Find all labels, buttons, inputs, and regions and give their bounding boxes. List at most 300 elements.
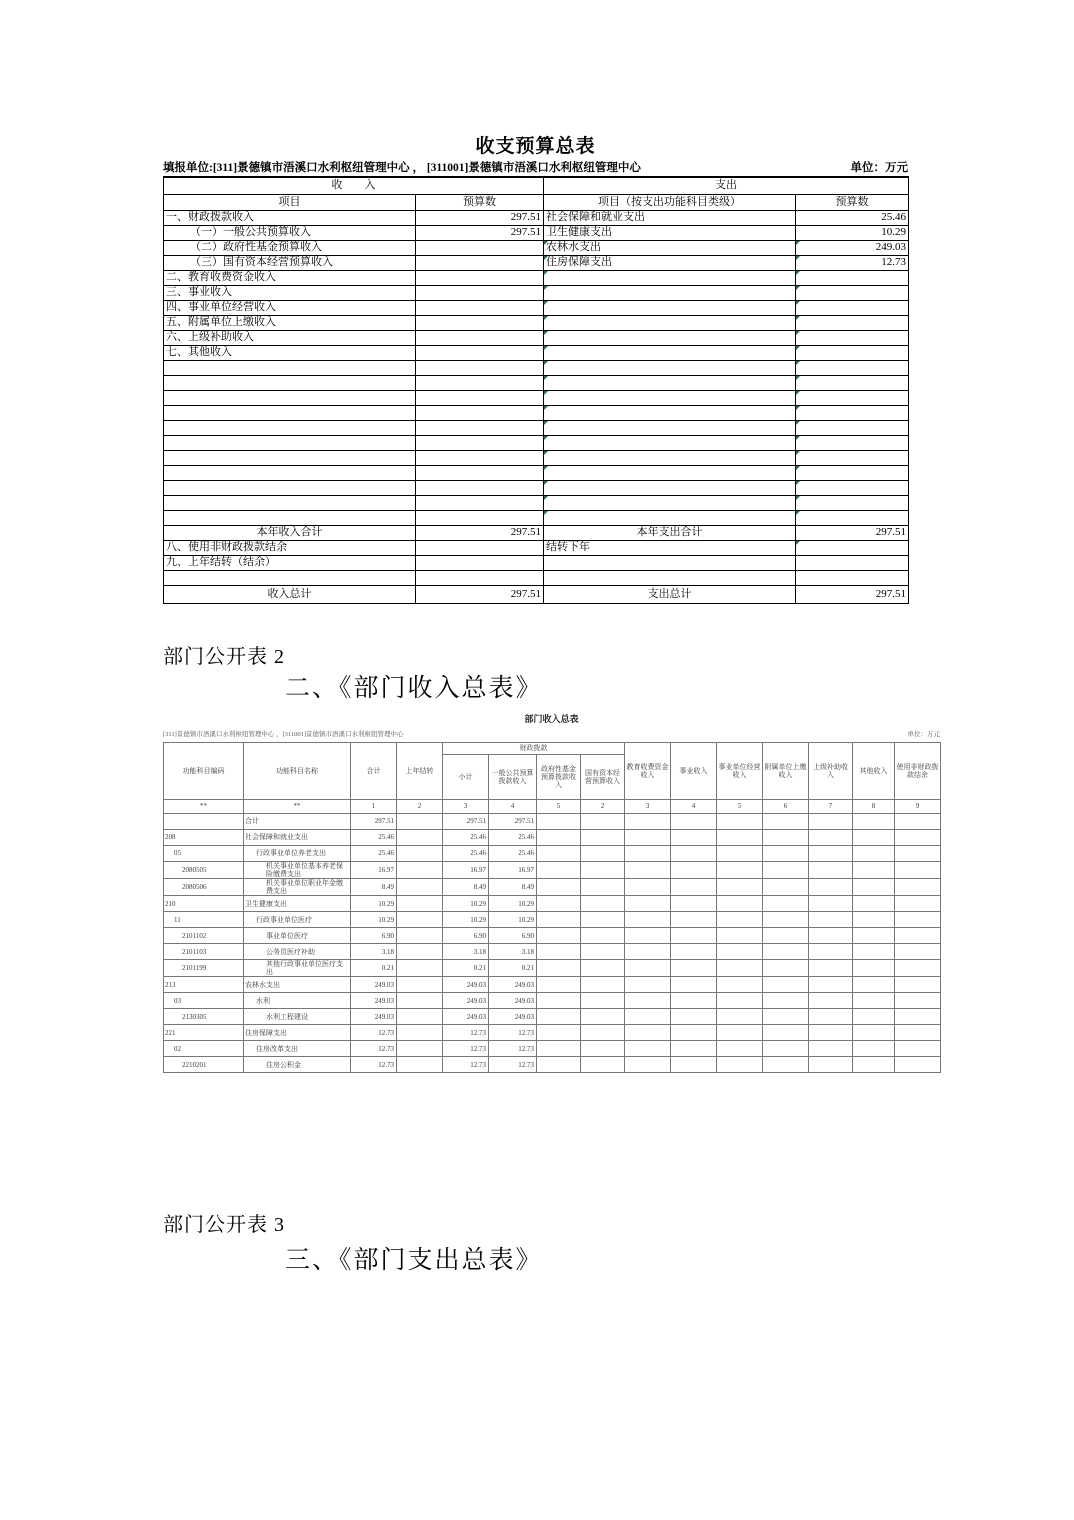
value-cell <box>763 977 809 993</box>
value-cell: 249.03 <box>351 1009 397 1025</box>
expense-item-header: 项目（按支出功能科目类级） <box>544 195 796 211</box>
budget-value-cell <box>796 331 909 346</box>
value-cell <box>671 814 717 830</box>
carryover-header: 上年结转 <box>397 743 443 800</box>
value-cell <box>763 993 809 1009</box>
table-row <box>164 496 909 511</box>
value-cell <box>397 846 443 862</box>
budget-value-cell <box>796 316 909 331</box>
state-capital-header: 国有资本经营预算收入 <box>581 755 625 800</box>
subject-code-cell: 2101199 <box>164 960 244 977</box>
value-cell <box>671 960 717 977</box>
value-cell <box>809 896 853 912</box>
budget-value-cell <box>416 391 544 406</box>
item-cell <box>544 391 796 406</box>
table-row <box>164 944 941 960</box>
value-cell <box>625 960 671 977</box>
table-row <box>164 830 941 846</box>
value-cell <box>625 830 671 846</box>
value-cell: 8.49 <box>351 879 397 896</box>
budget-value-cell: 297.51 <box>796 526 909 541</box>
budget-value-cell: 297.51 <box>416 526 544 541</box>
budget-value-cell <box>796 481 909 496</box>
value-cell <box>581 928 625 944</box>
career-income-header: 事业收入 <box>671 743 717 800</box>
item-cell <box>164 496 416 511</box>
value-cell: 6.90 <box>443 928 489 944</box>
value-cell: 297.51 <box>443 814 489 830</box>
budget-value-cell <box>416 436 544 451</box>
value-cell <box>625 977 671 993</box>
budget-value-cell: 297.51 <box>416 586 544 604</box>
value-cell <box>537 960 581 977</box>
subject-name-cell: 水利工程建设 <box>244 1009 351 1025</box>
item-cell <box>544 331 796 346</box>
table-row <box>164 556 909 571</box>
column-index-cell: 7 <box>809 800 853 814</box>
budget-value-cell <box>796 451 909 466</box>
caption-table-3: 部门公开表 3 <box>163 1214 285 1236</box>
value-cell <box>625 993 671 1009</box>
value-cell <box>717 862 763 879</box>
item-cell <box>164 406 416 421</box>
value-cell <box>853 1025 895 1041</box>
value-cell: 3.18 <box>489 944 537 960</box>
value-cell: 25.46 <box>443 846 489 862</box>
value-cell <box>581 879 625 896</box>
value-cell <box>671 862 717 879</box>
expense-budget-header: 预算数 <box>796 195 909 211</box>
value-cell <box>671 928 717 944</box>
table-row <box>164 301 909 316</box>
item-cell: 住房保障支出 <box>544 256 796 271</box>
value-cell <box>809 862 853 879</box>
income-item-header: 项目 <box>164 195 416 211</box>
value-cell: 0.21 <box>489 960 537 977</box>
table-row <box>164 211 909 226</box>
fiscal-group-header: 财政拨款 <box>443 743 625 755</box>
item-cell: （二）政府性基金预算收入 <box>164 241 416 256</box>
subject-code-cell: 221 <box>164 1025 244 1041</box>
value-cell <box>671 830 717 846</box>
table-row <box>164 586 909 604</box>
value-cell <box>895 960 941 977</box>
value-cell: 249.03 <box>351 993 397 1009</box>
subject-code-cell: 2080505 <box>164 862 244 879</box>
value-cell <box>763 830 809 846</box>
value-cell <box>397 879 443 896</box>
value-cell <box>581 830 625 846</box>
value-cell <box>581 896 625 912</box>
item-cell: （三）国有资本经营预算收入 <box>164 256 416 271</box>
value-cell <box>671 944 717 960</box>
item-cell <box>544 406 796 421</box>
table-row <box>164 466 909 481</box>
budget-value-cell <box>796 421 909 436</box>
budget-value-cell <box>416 271 544 286</box>
table-row <box>164 241 909 256</box>
budget-value-cell <box>416 451 544 466</box>
budget-value-cell: 297.51 <box>416 211 544 226</box>
item-cell: 七、其他收入 <box>164 346 416 361</box>
item-cell: 二、教育收费资金收入 <box>164 271 416 286</box>
column-index-cell: 6 <box>763 800 809 814</box>
value-cell <box>625 1057 671 1073</box>
table-row <box>164 879 941 896</box>
item-cell <box>544 451 796 466</box>
item-cell <box>164 361 416 376</box>
subject-name-cell: 行政事业单位医疗 <box>244 912 351 928</box>
value-cell: 3.18 <box>351 944 397 960</box>
budget-value-cell <box>416 496 544 511</box>
budget-value-cell <box>796 496 909 511</box>
item-cell: 本年收入合计 <box>164 526 416 541</box>
superior-subsidy-header: 上级补助收入 <box>809 743 853 800</box>
subject-code-cell: 213 <box>164 977 244 993</box>
value-cell <box>625 912 671 928</box>
value-cell <box>717 1009 763 1025</box>
value-cell <box>717 896 763 912</box>
budget-value-cell <box>416 406 544 421</box>
value-cell: 8.49 <box>489 879 537 896</box>
income-table-unit-label: 单位：万元 <box>907 731 940 738</box>
budget-value-cell: 25.46 <box>796 211 909 226</box>
budget-value-cell <box>416 361 544 376</box>
table-row <box>164 571 909 586</box>
item-cell: 结转下年 <box>544 541 796 556</box>
value-cell <box>853 1041 895 1057</box>
subject-name-cell: 住房公积金 <box>244 1057 351 1073</box>
column-index-cell: 2 <box>581 800 625 814</box>
value-cell <box>537 928 581 944</box>
unit-label: 单位：万元 <box>850 162 908 174</box>
value-cell: 12.73 <box>351 1041 397 1057</box>
subject-code-cell: 2210201 <box>164 1057 244 1073</box>
item-cell <box>164 466 416 481</box>
budget-value-cell <box>796 556 909 571</box>
budget-value-cell <box>416 346 544 361</box>
subject-name-cell: 住房改革支出 <box>244 1041 351 1057</box>
budget-value-cell <box>416 256 544 271</box>
subject-code-cell: 2101103 <box>164 944 244 960</box>
column-index-cell: 5 <box>537 800 581 814</box>
value-cell: 12.73 <box>443 1041 489 1057</box>
value-cell <box>763 879 809 896</box>
item-cell: 三、事业收入 <box>164 286 416 301</box>
value-cell <box>809 814 853 830</box>
value-cell <box>581 1041 625 1057</box>
value-cell <box>717 1025 763 1041</box>
subject-code-cell: 11 <box>164 912 244 928</box>
value-cell: 10.29 <box>351 896 397 912</box>
value-cell <box>853 928 895 944</box>
table-row <box>164 912 941 928</box>
value-cell <box>671 846 717 862</box>
value-cell: 16.97 <box>443 862 489 879</box>
value-cell <box>895 944 941 960</box>
value-cell: 249.03 <box>443 977 489 993</box>
value-cell <box>397 862 443 879</box>
item-cell <box>544 496 796 511</box>
value-cell <box>763 1009 809 1025</box>
subject-code-cell: 2130305 <box>164 1009 244 1025</box>
subject-name-cell: 行政事业单位养老支出 <box>244 846 351 862</box>
filler-unit-label: 填报单位:[311]景德镇市浯溪口水利枢纽管理中心 ， [311001]景德镇市浯溪口水利枢纽管理中心 <box>163 162 641 174</box>
value-cell: 249.03 <box>489 993 537 1009</box>
value-cell <box>537 993 581 1009</box>
subject-code-cell <box>164 814 244 830</box>
value-cell <box>537 912 581 928</box>
value-cell <box>895 977 941 993</box>
item-cell: 支出总计 <box>544 586 796 604</box>
value-cell <box>397 814 443 830</box>
table-row <box>164 1025 941 1041</box>
value-cell: 249.03 <box>443 993 489 1009</box>
value-cell: 12.73 <box>351 1057 397 1073</box>
value-cell <box>763 1025 809 1041</box>
table-row <box>164 1009 941 1025</box>
budget-value-cell <box>416 466 544 481</box>
value-cell <box>671 912 717 928</box>
value-cell <box>581 960 625 977</box>
value-cell <box>717 879 763 896</box>
subject-name-cell: 水利 <box>244 993 351 1009</box>
value-cell: 0.21 <box>443 960 489 977</box>
value-cell: 3.18 <box>443 944 489 960</box>
value-cell <box>809 944 853 960</box>
value-cell <box>397 1057 443 1073</box>
table-row <box>164 1041 941 1057</box>
item-cell: 五、附属单位上缴收入 <box>164 316 416 331</box>
value-cell: 8.49 <box>443 879 489 896</box>
subject-code-cell: 2101102 <box>164 928 244 944</box>
item-cell: 农林水支出 <box>544 241 796 256</box>
value-cell <box>581 846 625 862</box>
item-cell: （一）一般公共预算收入 <box>164 226 416 241</box>
table-header-row <box>164 195 909 211</box>
income-table-unit-name: [311]景德镇市浯溪口水利枢纽管理中心 ，[311001]景德镇市浯溪口水利枢纽管理中心 <box>163 731 404 738</box>
subject-name-cell: 住房保障支出 <box>244 1025 351 1041</box>
value-cell: 10.29 <box>351 912 397 928</box>
value-cell: 25.46 <box>351 830 397 846</box>
table-header-row <box>164 177 909 195</box>
budget-summary-table <box>163 176 909 604</box>
value-cell <box>717 830 763 846</box>
value-cell: 249.03 <box>351 977 397 993</box>
value-cell: 10.29 <box>443 912 489 928</box>
item-cell <box>544 286 796 301</box>
subject-name-cell: 农林水支出 <box>244 977 351 993</box>
value-cell: 249.03 <box>489 1009 537 1025</box>
value-cell <box>625 944 671 960</box>
value-cell <box>625 1009 671 1025</box>
value-cell <box>717 846 763 862</box>
table-row <box>164 814 941 830</box>
subject-code-cell: 03 <box>164 993 244 1009</box>
item-cell: 八、使用非财政拨款结余 <box>164 541 416 556</box>
value-cell: 297.51 <box>489 814 537 830</box>
summary-table-info <box>163 159 908 175</box>
heading-income-table: 二、《部门收入总表》 <box>285 675 543 702</box>
summary-table-title: 收支预算总表 <box>475 136 596 157</box>
item-cell: 六、上级补助收入 <box>164 331 416 346</box>
value-cell: 12.73 <box>351 1025 397 1041</box>
item-cell: 一、财政拨款收入 <box>164 211 416 226</box>
item-cell <box>164 571 416 586</box>
value-cell <box>717 993 763 1009</box>
value-cell: 249.03 <box>489 977 537 993</box>
value-cell <box>763 944 809 960</box>
value-cell <box>809 846 853 862</box>
budget-value-cell <box>796 391 909 406</box>
column-index-row <box>164 800 941 814</box>
income-table-title: 部门收入总表 <box>524 714 579 724</box>
value-cell <box>671 879 717 896</box>
caption-table-2: 部门公开表 2 <box>163 646 285 668</box>
subject-name-cell: 卫生健康支出 <box>244 896 351 912</box>
value-cell <box>895 993 941 1009</box>
table-row <box>164 406 909 421</box>
value-cell <box>397 993 443 1009</box>
name-header: 功能科目名称 <box>244 743 351 800</box>
budget-value-cell <box>796 436 909 451</box>
table-row <box>164 361 909 376</box>
budget-value-cell: 297.51 <box>416 226 544 241</box>
item-cell <box>164 481 416 496</box>
subject-name-cell: 合计 <box>244 814 351 830</box>
value-cell <box>717 912 763 928</box>
budget-value-cell <box>796 376 909 391</box>
budget-value-cell <box>416 286 544 301</box>
value-cell <box>895 1057 941 1073</box>
value-cell <box>853 960 895 977</box>
item-cell <box>544 511 796 526</box>
value-cell <box>537 1057 581 1073</box>
value-cell: 297.51 <box>351 814 397 830</box>
income-budget-header: 预算数 <box>416 195 544 211</box>
value-cell <box>853 912 895 928</box>
value-cell <box>763 960 809 977</box>
item-cell: 本年支出合计 <box>544 526 796 541</box>
value-cell <box>809 993 853 1009</box>
item-cell: 九、上年结转（结余） <box>164 556 416 571</box>
item-cell <box>544 301 796 316</box>
table-row <box>164 993 941 1009</box>
item-cell <box>164 376 416 391</box>
budget-value-cell <box>796 271 909 286</box>
column-index-cell: ** <box>244 800 351 814</box>
value-cell <box>397 1041 443 1057</box>
table-row <box>164 928 941 944</box>
value-cell <box>809 879 853 896</box>
budget-value-cell <box>416 511 544 526</box>
value-cell <box>763 896 809 912</box>
budget-value-cell <box>416 376 544 391</box>
value-cell <box>895 830 941 846</box>
table-row <box>164 960 941 977</box>
item-cell <box>164 436 416 451</box>
value-cell <box>809 912 853 928</box>
value-cell <box>895 879 941 896</box>
nonfiscal-balance-header: 使用非财政拨款结余 <box>895 743 941 800</box>
table-row <box>164 896 941 912</box>
value-cell <box>581 862 625 879</box>
value-cell: 25.46 <box>489 830 537 846</box>
value-cell: 10.29 <box>443 896 489 912</box>
value-cell <box>763 928 809 944</box>
budget-value-cell: 12.73 <box>796 256 909 271</box>
value-cell <box>853 879 895 896</box>
other-income-header: 其他收入 <box>853 743 895 800</box>
column-index-cell: 4 <box>671 800 717 814</box>
budget-value-cell <box>416 541 544 556</box>
value-cell <box>671 993 717 1009</box>
budget-value-cell <box>796 466 909 481</box>
operating-income-header: 事业单位经营收入 <box>717 743 763 800</box>
value-cell <box>895 846 941 862</box>
value-cell <box>763 1057 809 1073</box>
value-cell <box>581 912 625 928</box>
budget-value-cell <box>416 316 544 331</box>
table-row <box>164 1057 941 1073</box>
value-cell <box>581 977 625 993</box>
value-cell <box>853 814 895 830</box>
item-cell <box>544 481 796 496</box>
value-cell <box>763 1041 809 1057</box>
column-index-cell: 9 <box>895 800 941 814</box>
value-cell <box>625 1025 671 1041</box>
value-cell <box>537 814 581 830</box>
subject-name-cell: 公务员医疗补助 <box>244 944 351 960</box>
value-cell <box>895 896 941 912</box>
value-cell <box>809 1041 853 1057</box>
table-row <box>164 421 909 436</box>
budget-value-cell <box>796 286 909 301</box>
value-cell: 10.29 <box>489 912 537 928</box>
table-row <box>164 346 909 361</box>
table-row <box>164 316 909 331</box>
value-cell <box>763 846 809 862</box>
budget-value-cell <box>416 301 544 316</box>
table-row <box>164 481 909 496</box>
code-header: 功能科目编码 <box>164 743 244 800</box>
value-cell: 12.73 <box>443 1057 489 1073</box>
value-cell <box>895 928 941 944</box>
value-cell <box>671 896 717 912</box>
item-cell <box>544 421 796 436</box>
item-cell <box>544 466 796 481</box>
value-cell: 25.46 <box>443 830 489 846</box>
budget-value-cell <box>416 241 544 256</box>
column-index-cell: 5 <box>717 800 763 814</box>
value-cell <box>581 814 625 830</box>
value-cell <box>809 960 853 977</box>
item-cell <box>544 376 796 391</box>
value-cell <box>853 1009 895 1025</box>
table-row <box>164 436 909 451</box>
table-row <box>164 226 909 241</box>
table-row <box>164 391 909 406</box>
value-cell <box>717 814 763 830</box>
column-index-cell: 1 <box>351 800 397 814</box>
value-cell <box>397 960 443 977</box>
table-row <box>164 977 941 993</box>
value-cell: 6.90 <box>351 928 397 944</box>
table-row <box>164 331 909 346</box>
value-cell: 25.46 <box>489 846 537 862</box>
value-cell <box>625 928 671 944</box>
value-cell <box>717 977 763 993</box>
